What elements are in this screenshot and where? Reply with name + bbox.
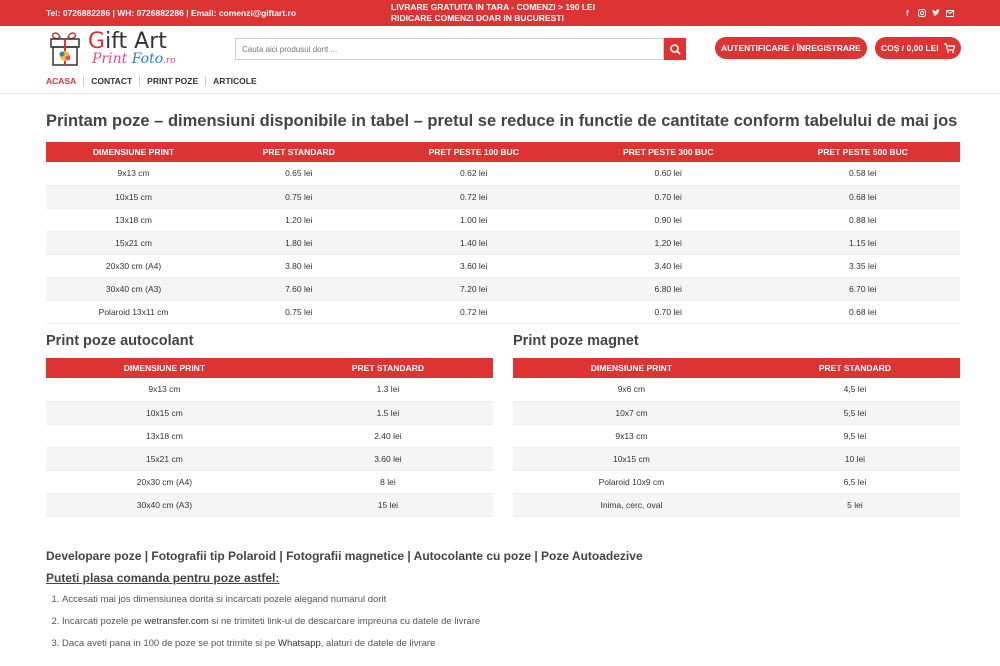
table-cell: 9x13 cm [513,424,750,447]
instagram-icon[interactable] [917,9,926,18]
column-header: PRET STANDARD [750,358,960,378]
table-cell: 1.20 lei [221,208,376,231]
table-cell: 3.40 lei [571,254,766,277]
table-body [46,162,960,323]
magnet-title: Print poze magnet [513,333,639,349]
table-row [46,378,493,401]
cart-icon [944,43,955,53]
table-cell: 6.80 lei [571,277,766,300]
table-cell: 10x15 cm [513,447,750,470]
order-steps [46,594,960,649]
autocolant-title: Print poze autocolant [46,333,194,349]
table-cell: Polaroid 13x11 cm [46,300,221,323]
magnet-table [513,358,960,517]
table-cell: 9x13 cm [46,162,221,185]
promo-line-1: LIVRARE GRATUITA IN TARA - COMENZI > 190 LEI [391,2,596,12]
table-cell: 15x21 cm [46,231,221,254]
table-cell: 7.20 lei [376,277,571,300]
table-row [46,162,960,185]
table-cell: 10 lei [750,447,960,470]
table-cell: 2.40 lei [283,424,493,447]
table-cell: 0.65 lei [221,162,376,185]
table-cell: 0.70 lei [571,185,766,208]
table-row [46,185,960,208]
table-cell: 0.60 lei [571,162,766,185]
table-row [46,470,493,493]
twitter-icon[interactable] [931,9,940,18]
secondary-tables [46,333,960,517]
autocolant-table [46,358,493,517]
table-row [513,447,960,470]
nav-item-acasa[interactable]: ACASA [46,76,77,86]
table-cell: 3.35 lei [765,254,960,277]
page-title: Printam poze – dimensiuni disponibile in tabel – pretul se reduce in functie de cantitate conform tabelului de mai jos [46,112,958,130]
table-cell: 30x40 cm (A3) [46,277,221,300]
table-cell: 9,5 lei [750,424,960,447]
table-row [46,300,960,323]
table-cell: 1.5 lei [283,401,493,424]
table-row [46,447,493,470]
table-cell: Inima, cerc, oval [513,493,750,516]
table-cell: 0.72 lei [376,185,571,208]
table-cell: 15 lei [283,493,493,516]
email-icon[interactable] [945,9,954,18]
table-cell: 20x30 cm (A4) [46,254,221,277]
table-cell: 6,5 lei [750,470,960,493]
table-cell: 10x7 cm [513,401,750,424]
search-bar [235,38,686,60]
order-info [46,549,960,660]
table-cell: 8 lei [283,470,493,493]
column-header: DIMENSIUNE PRINT [46,142,221,162]
table-row [513,493,960,516]
list-item: 1. Accesati mai jos dimensiunea dorita si incarcati pozele alegand numarul dorit [62,594,960,605]
main-nav [46,76,264,86]
table-cell: 4,5 lei [750,378,960,401]
table-cell: 9x13 cm [46,378,283,401]
search-button[interactable] [664,38,686,60]
table-cell: 0.70 lei [571,300,766,323]
table-body [46,378,493,516]
login-register-button[interactable]: AUTENTIFICARE / ÎNREGISTRARE [715,37,867,59]
table-cell: Polaroid 10x9 cm [513,470,750,493]
table-cell: 5,5 lei [750,401,960,424]
facebook-icon[interactable]: f [906,8,909,18]
table-cell: 0.68 lei [765,300,960,323]
categories-heading: Developare poze | Fotografii tip Polaroid | Fotografii magnetice | Autocolante cu poze | Poze Autoadezive [46,549,643,563]
table-row [46,208,960,231]
social-links [903,9,954,18]
column-header: PRET PESTE 100 BUC [376,142,571,162]
table-header-row [46,358,493,378]
table-cell: 7.60 lei [221,277,376,300]
price-table [46,142,960,324]
table-cell: 1.3 lei [283,378,493,401]
table-row [46,493,493,516]
table-body [513,378,960,516]
logo-text-bottom: Print Foto.ro [92,51,176,67]
site-logo[interactable] [48,27,178,75]
table-cell: 13x18 cm [46,208,221,231]
table-cell: 3.60 lei [376,254,571,277]
table-row [513,470,960,493]
order-title: Puteti plasa comanda pentru poze astfel: [46,571,280,585]
table-cell: 6.70 lei [765,277,960,300]
table-cell: 1.80 lei [221,231,376,254]
table-cell: 0.68 lei [765,185,960,208]
table-cell: 20x30 cm (A4) [46,470,283,493]
table-cell: 0.58 lei [765,162,960,185]
table-cell: 0.88 lei [765,208,960,231]
table-row [46,231,960,254]
table-cell: 10x15 cm [46,185,221,208]
promo-banner [391,2,595,24]
table-row [46,401,493,424]
column-header: PRET STANDARD [283,358,493,378]
contact-info: Tel: 0726882286 | WH: 0726882286 | Email: comenzi@giftart.ro [46,8,297,18]
table-row [46,254,960,277]
search-input[interactable] [235,38,664,60]
cart-button[interactable] [875,37,961,59]
main-content [46,112,960,324]
table-cell: 1.15 lei [765,231,960,254]
table-cell: 30x40 cm (A3) [46,493,283,516]
list-item: 2. Incarcati pozele pe wetransfer.com si ne trimiteti link-ul de descarcare impreuna cu datele de livrare [62,616,960,627]
nav-item-articole[interactable]: ARTICOLE [205,76,263,86]
table-cell: 0.62 lei [376,162,571,185]
column-header: DIMENSIUNE PRINT [46,358,283,378]
table-cell: 1.20 lei [571,231,766,254]
table-header-row [513,358,960,378]
table-cell: 3.80 lei [221,254,376,277]
table-cell: 1.00 lei [376,208,571,231]
table-row [46,277,960,300]
table-cell: 15x21 cm [46,447,283,470]
table-cell: 1.40 lei [376,231,571,254]
gift-box-icon [48,31,82,67]
top-bar [0,0,1000,26]
table-cell: 9x6 cm [513,378,750,401]
nav-item-contact[interactable]: CONTACT [83,76,139,86]
whatsapp-link[interactable]: Whatsapp [278,638,321,649]
table-cell: 3.60 lei [283,447,493,470]
promo-line-2: RIDICARE COMENZI DOAR IN BUCURESTI [391,13,564,23]
wetransfer-link[interactable]: wetransfer.com [144,616,209,627]
table-cell: 0.75 lei [221,300,376,323]
column-header: PRET STANDARD [221,142,376,162]
table-row [513,401,960,424]
column-header: DIMENSIUNE PRINT [513,358,750,378]
table-cell: 0.72 lei [376,300,571,323]
table-cell: 13x18 cm [46,424,283,447]
table-cell: 0.75 lei [221,185,376,208]
table-row [513,378,960,401]
list-item: 3. Daca aveti pana in 100 de poze se pot trimite si pe Whatsapp, alaturi de datele de livrare [62,638,960,649]
table-cell: 10x15 cm [46,401,283,424]
column-header: PRET PESTE 500 BUC [765,142,960,162]
divider [0,93,1000,94]
autocolant-section [46,333,493,517]
search-icon [670,44,681,55]
table-cell: 0.90 lei [571,208,766,231]
table-row [46,424,493,447]
table-header-row [46,142,960,162]
column-header: PRET PESTE 300 BUC [571,142,766,162]
cart-label: COȘ / 0,00 LEI [881,43,939,53]
table-cell: 5 lei [750,493,960,516]
magnet-section [513,333,960,517]
logo-text-top: Gift Art [88,29,167,54]
nav-item-print-poze[interactable]: PRINT POZE [139,76,205,86]
table-row [513,424,960,447]
